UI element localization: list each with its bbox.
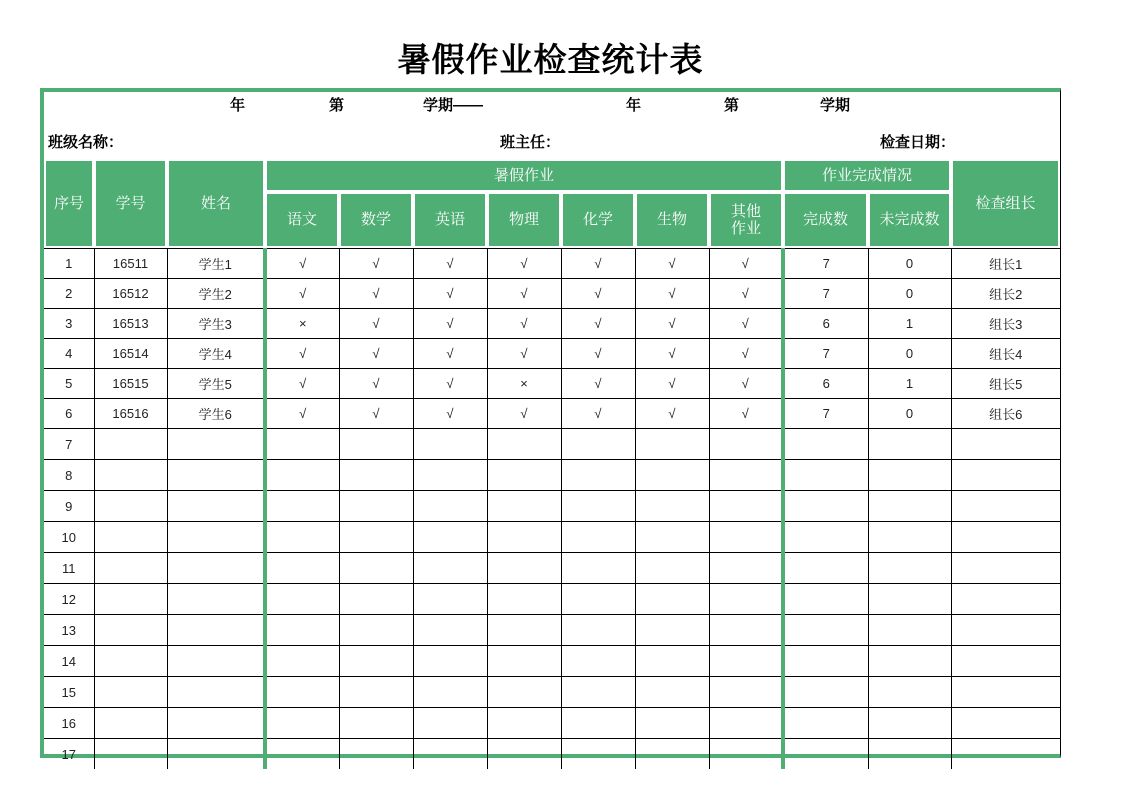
cell-done-count[interactable]: [783, 584, 868, 615]
cell-mark[interactable]: [413, 553, 487, 584]
cell-student-id[interactable]: 16516: [94, 399, 167, 429]
cell-mark[interactable]: [487, 739, 561, 770]
cell-index[interactable]: 11: [44, 553, 94, 584]
header-grid: [44, 159, 1060, 248]
cell-done-count[interactable]: [783, 460, 868, 491]
cell-index[interactable]: 17: [44, 739, 94, 770]
cell-mark[interactable]: [709, 429, 783, 460]
cell-mark[interactable]: [487, 584, 561, 615]
cell-mark[interactable]: [709, 708, 783, 739]
cell-mark[interactable]: [635, 429, 709, 460]
cell-mark[interactable]: [413, 522, 487, 553]
check-date-label: 检查日期：: [880, 134, 956, 151]
cell-mark[interactable]: √: [339, 339, 413, 369]
header-cell-completion[interactable]: 作业完成情况: [783, 159, 951, 192]
cell-leader[interactable]: [951, 708, 1060, 739]
cell-mark[interactable]: √: [561, 279, 635, 309]
cell-undone-count[interactable]: [868, 739, 951, 770]
cell-leader[interactable]: [951, 646, 1060, 677]
table-row: [44, 339, 1060, 369]
cell-mark[interactable]: [413, 460, 487, 491]
sheet-body: [44, 249, 1060, 770]
cell-mark[interactable]: [487, 615, 561, 646]
cell-index[interactable]: 14: [44, 646, 94, 677]
table-row: [44, 522, 1060, 553]
cell-undone-count[interactable]: [868, 491, 951, 522]
cell-mark[interactable]: √: [413, 339, 487, 369]
cell-student-name[interactable]: [167, 708, 265, 739]
cell-mark[interactable]: [561, 677, 635, 708]
cell-mark[interactable]: √: [487, 279, 561, 309]
header-cell-subject-math[interactable]: 数学: [339, 192, 413, 248]
header-cell-name[interactable]: 姓名: [167, 159, 265, 248]
cell-index[interactable]: 3: [44, 309, 94, 339]
cell-mark[interactable]: ×: [265, 309, 339, 339]
cell-undone-count[interactable]: 0: [868, 279, 951, 309]
cell-mark[interactable]: [265, 429, 339, 460]
cell-undone-count[interactable]: [868, 553, 951, 584]
table-row: [44, 491, 1060, 522]
cell-undone-count[interactable]: 0: [868, 399, 951, 429]
cell-undone-count[interactable]: [868, 429, 951, 460]
cell-student-name[interactable]: 学生6: [167, 399, 265, 429]
cell-done-count[interactable]: [783, 646, 868, 677]
info-line: [44, 119, 1060, 159]
cell-mark[interactable]: [265, 460, 339, 491]
cell-mark[interactable]: √: [413, 309, 487, 339]
cell-mark[interactable]: [487, 522, 561, 553]
cell-mark[interactable]: [487, 553, 561, 584]
cell-mark[interactable]: [265, 708, 339, 739]
cell-mark[interactable]: [265, 646, 339, 677]
cell-student-id[interactable]: [94, 708, 167, 739]
cell-student-id[interactable]: [94, 646, 167, 677]
cell-mark[interactable]: √: [339, 309, 413, 339]
cell-student-name[interactable]: [167, 522, 265, 553]
table-row: [44, 309, 1060, 339]
cell-mark[interactable]: [561, 522, 635, 553]
cell-index[interactable]: 12: [44, 584, 94, 615]
table-row: [44, 708, 1060, 739]
cell-mark[interactable]: [635, 460, 709, 491]
cell-mark[interactable]: [265, 553, 339, 584]
cell-mark[interactable]: [487, 460, 561, 491]
cell-done-count[interactable]: [783, 553, 868, 584]
cell-mark[interactable]: [709, 460, 783, 491]
cell-student-name[interactable]: 学生5: [167, 369, 265, 399]
cell-index[interactable]: 4: [44, 339, 94, 369]
cell-index[interactable]: 9: [44, 491, 94, 522]
cell-index[interactable]: 2: [44, 279, 94, 309]
cell-mark[interactable]: [635, 708, 709, 739]
cell-mark[interactable]: √: [561, 369, 635, 399]
cell-student-name[interactable]: [167, 584, 265, 615]
cell-mark[interactable]: [265, 615, 339, 646]
cell-done-count[interactable]: [783, 708, 868, 739]
cell-student-id[interactable]: 16514: [94, 339, 167, 369]
cell-mark[interactable]: √: [635, 279, 709, 309]
cell-leader[interactable]: 组长6: [951, 399, 1060, 429]
cell-mark[interactable]: √: [709, 339, 783, 369]
semester-year2-label: 年: [626, 97, 642, 114]
cell-mark[interactable]: [265, 739, 339, 770]
cell-mark[interactable]: √: [265, 369, 339, 399]
header-cell-student-id[interactable]: 学号: [94, 159, 167, 248]
cell-mark[interactable]: [339, 584, 413, 615]
cell-mark[interactable]: [339, 491, 413, 522]
table-row: [44, 646, 1060, 677]
table-row: [44, 677, 1060, 708]
table-row: [44, 460, 1060, 491]
cell-student-name[interactable]: [167, 429, 265, 460]
cell-student-name[interactable]: 学生3: [167, 309, 265, 339]
cell-student-name[interactable]: 学生4: [167, 339, 265, 369]
cell-mark[interactable]: [413, 708, 487, 739]
cell-mark[interactable]: [339, 460, 413, 491]
header-cell-subject-other[interactable]: [709, 192, 783, 248]
cell-student-name[interactable]: 学生1: [167, 249, 265, 279]
cell-student-id[interactable]: [94, 491, 167, 522]
header-cell-subject-chemistry[interactable]: 化学: [561, 192, 635, 248]
cell-mark[interactable]: [709, 584, 783, 615]
cell-student-id[interactable]: [94, 615, 167, 646]
semester-sem1-label: 学期——: [423, 97, 484, 114]
cell-mark[interactable]: [487, 491, 561, 522]
cell-mark[interactable]: √: [265, 279, 339, 309]
cell-index[interactable]: 10: [44, 522, 94, 553]
cell-mark[interactable]: [561, 708, 635, 739]
cell-mark[interactable]: [339, 615, 413, 646]
cell-leader[interactable]: [951, 491, 1060, 522]
cell-mark[interactable]: √: [413, 369, 487, 399]
cell-mark[interactable]: [561, 615, 635, 646]
cell-mark[interactable]: [635, 491, 709, 522]
cell-undone-count[interactable]: 1: [868, 369, 951, 399]
cell-mark[interactable]: [561, 646, 635, 677]
cell-index[interactable]: 1: [44, 249, 94, 279]
cell-mark[interactable]: √: [413, 279, 487, 309]
cell-index[interactable]: 13: [44, 615, 94, 646]
table-row: [44, 615, 1060, 646]
cell-mark[interactable]: [709, 522, 783, 553]
cell-leader[interactable]: 组长4: [951, 339, 1060, 369]
cell-mark[interactable]: [339, 646, 413, 677]
header-cell-undone[interactable]: 未完成数: [868, 192, 951, 248]
cell-mark[interactable]: [635, 677, 709, 708]
cell-mark[interactable]: [339, 553, 413, 584]
cell-leader[interactable]: 组长3: [951, 309, 1060, 339]
cell-mark[interactable]: √: [561, 249, 635, 279]
cell-mark[interactable]: √: [561, 399, 635, 429]
cell-mark[interactable]: √: [709, 279, 783, 309]
cell-mark[interactable]: √: [487, 309, 561, 339]
cell-mark[interactable]: [265, 677, 339, 708]
cell-mark[interactable]: [561, 584, 635, 615]
cell-student-id[interactable]: [94, 739, 167, 770]
cell-done-count[interactable]: 7: [783, 399, 868, 429]
head-teacher-label: 班主任：: [500, 134, 561, 151]
cell-index[interactable]: 6: [44, 399, 94, 429]
cell-mark[interactable]: [339, 739, 413, 770]
cell-done-count[interactable]: 7: [783, 249, 868, 279]
cell-mark[interactable]: [487, 708, 561, 739]
cell-mark[interactable]: [709, 491, 783, 522]
cell-student-id[interactable]: 16512: [94, 279, 167, 309]
cell-index[interactable]: 15: [44, 677, 94, 708]
cell-mark[interactable]: √: [265, 339, 339, 369]
cell-mark[interactable]: [635, 584, 709, 615]
cell-student-name[interactable]: [167, 553, 265, 584]
cell-mark[interactable]: √: [487, 339, 561, 369]
cell-leader[interactable]: [951, 677, 1060, 708]
cell-leader[interactable]: [951, 615, 1060, 646]
cell-student-id[interactable]: 16513: [94, 309, 167, 339]
cell-leader[interactable]: [951, 739, 1060, 770]
cell-undone-count[interactable]: [868, 677, 951, 708]
cell-mark[interactable]: [413, 429, 487, 460]
cell-leader[interactable]: [951, 584, 1060, 615]
cell-mark[interactable]: [561, 429, 635, 460]
cell-mark[interactable]: [487, 429, 561, 460]
cell-mark[interactable]: √: [635, 399, 709, 429]
cell-mark[interactable]: √: [413, 249, 487, 279]
cell-student-id[interactable]: [94, 553, 167, 584]
cell-done-count[interactable]: 7: [783, 339, 868, 369]
header-cell-inspector[interactable]: 检查组长: [951, 159, 1060, 248]
cell-mark[interactable]: [487, 646, 561, 677]
semester-term1-label: 第: [329, 97, 345, 114]
class-name-label: 班级名称：: [48, 134, 124, 151]
cell-undone-count[interactable]: [868, 522, 951, 553]
cell-mark[interactable]: √: [709, 309, 783, 339]
cell-done-count[interactable]: [783, 677, 868, 708]
cell-index[interactable]: 8: [44, 460, 94, 491]
header-cell-subject-physics[interactable]: 物理: [487, 192, 561, 248]
cell-leader[interactable]: 组长1: [951, 249, 1060, 279]
sheet: [40, 88, 1061, 762]
cell-student-id[interactable]: 16511: [94, 249, 167, 279]
cell-index[interactable]: 7: [44, 429, 94, 460]
table-row: [44, 429, 1060, 460]
header-cell-subject-chinese[interactable]: 语文: [265, 192, 339, 248]
cell-mark[interactable]: ×: [487, 369, 561, 399]
cell-done-count[interactable]: [783, 615, 868, 646]
cell-mark[interactable]: √: [635, 249, 709, 279]
cell-student-id[interactable]: [94, 429, 167, 460]
header-subject-other-label: 其他作业: [730, 202, 761, 237]
semester-sem2-label: 学期: [820, 97, 851, 114]
cell-mark[interactable]: [561, 460, 635, 491]
page-title: 暑假作业检查统计表: [397, 41, 704, 78]
cell-mark[interactable]: √: [339, 279, 413, 309]
cell-mark[interactable]: √: [487, 249, 561, 279]
cell-done-count[interactable]: [783, 491, 868, 522]
header-cell-subject-biology[interactable]: 生物: [635, 192, 709, 248]
table-row: [44, 553, 1060, 584]
cell-student-id[interactable]: [94, 677, 167, 708]
cell-mark[interactable]: √: [339, 249, 413, 279]
cell-leader[interactable]: [951, 429, 1060, 460]
cell-mark[interactable]: [709, 553, 783, 584]
cell-mark[interactable]: √: [561, 309, 635, 339]
cell-undone-count[interactable]: 0: [868, 339, 951, 369]
cell-index[interactable]: 5: [44, 369, 94, 399]
cell-index[interactable]: 16: [44, 708, 94, 739]
cell-mark[interactable]: [635, 646, 709, 677]
cell-undone-count[interactable]: [868, 584, 951, 615]
cell-mark[interactable]: [413, 739, 487, 770]
cell-mark[interactable]: [709, 646, 783, 677]
cell-mark[interactable]: [635, 522, 709, 553]
cell-mark[interactable]: √: [709, 249, 783, 279]
cell-mark[interactable]: √: [487, 399, 561, 429]
cell-mark[interactable]: [561, 491, 635, 522]
cell-student-name[interactable]: [167, 677, 265, 708]
sheet-table: [44, 248, 1060, 769]
cell-student-name[interactable]: [167, 739, 265, 770]
cell-student-id[interactable]: [94, 522, 167, 553]
table-row: [44, 739, 1060, 770]
cell-done-count[interactable]: [783, 429, 868, 460]
cell-done-count[interactable]: [783, 522, 868, 553]
table-row: [44, 279, 1060, 309]
cell-mark[interactable]: [709, 739, 783, 770]
cell-mark[interactable]: [339, 677, 413, 708]
cell-undone-count[interactable]: [868, 708, 951, 739]
table-row: [44, 249, 1060, 279]
cell-student-name[interactable]: [167, 491, 265, 522]
cell-mark[interactable]: [413, 584, 487, 615]
cell-undone-count[interactable]: 0: [868, 249, 951, 279]
cell-mark[interactable]: √: [561, 339, 635, 369]
cell-student-name[interactable]: [167, 460, 265, 491]
cell-leader[interactable]: [951, 553, 1060, 584]
table-row: [44, 399, 1060, 429]
cell-mark[interactable]: [339, 708, 413, 739]
cell-leader[interactable]: 组长5: [951, 369, 1060, 399]
cell-mark[interactable]: √: [339, 369, 413, 399]
cell-done-count[interactable]: 6: [783, 309, 868, 339]
cell-mark[interactable]: √: [635, 369, 709, 399]
cell-leader[interactable]: 组长2: [951, 279, 1060, 309]
cell-done-count[interactable]: 6: [783, 369, 868, 399]
cell-mark[interactable]: [413, 677, 487, 708]
cell-mark[interactable]: [265, 584, 339, 615]
cell-mark[interactable]: [635, 553, 709, 584]
cell-student-name[interactable]: 学生2: [167, 279, 265, 309]
cell-done-count[interactable]: [783, 739, 868, 770]
cell-mark[interactable]: √: [709, 399, 783, 429]
cell-mark[interactable]: √: [413, 399, 487, 429]
table-row: [44, 369, 1060, 399]
header-cell-subject-english[interactable]: 英语: [413, 192, 487, 248]
cell-undone-count[interactable]: [868, 646, 951, 677]
cell-mark[interactable]: √: [635, 339, 709, 369]
cell-mark[interactable]: [561, 553, 635, 584]
cell-mark[interactable]: [339, 522, 413, 553]
cell-student-name[interactable]: [167, 646, 265, 677]
header-cell-index[interactable]: 序号: [44, 159, 94, 248]
cell-student-name[interactable]: [167, 615, 265, 646]
cell-student-id[interactable]: [94, 584, 167, 615]
cell-mark[interactable]: [635, 615, 709, 646]
cell-mark[interactable]: [709, 615, 783, 646]
header-cell-done[interactable]: 完成数: [783, 192, 868, 248]
cell-done-count[interactable]: 7: [783, 279, 868, 309]
semester-line: [44, 92, 1060, 119]
cell-mark[interactable]: [413, 646, 487, 677]
header-cell-summer-homework[interactable]: 暑假作业: [265, 159, 783, 192]
cell-undone-count[interactable]: [868, 615, 951, 646]
cell-mark[interactable]: √: [339, 399, 413, 429]
cell-leader[interactable]: [951, 522, 1060, 553]
cell-mark[interactable]: [709, 677, 783, 708]
cell-mark[interactable]: [487, 677, 561, 708]
semester-year1-label: 年: [230, 97, 246, 114]
cell-mark[interactable]: √: [265, 249, 339, 279]
cell-mark[interactable]: [413, 491, 487, 522]
cell-student-id[interactable]: [94, 460, 167, 491]
cell-undone-count[interactable]: [868, 460, 951, 491]
cell-undone-count[interactable]: 1: [868, 309, 951, 339]
cell-mark[interactable]: [413, 615, 487, 646]
cell-mark[interactable]: [339, 429, 413, 460]
cell-mark[interactable]: √: [265, 399, 339, 429]
table-row: [44, 584, 1060, 615]
cell-student-id[interactable]: 16515: [94, 369, 167, 399]
cell-leader[interactable]: [951, 460, 1060, 491]
cell-mark[interactable]: [265, 491, 339, 522]
cell-mark[interactable]: √: [709, 369, 783, 399]
semester-term2-label: 第: [724, 97, 740, 114]
cell-mark[interactable]: [635, 739, 709, 770]
cell-mark[interactable]: [265, 522, 339, 553]
cell-mark[interactable]: √: [635, 309, 709, 339]
cell-mark[interactable]: [561, 739, 635, 770]
